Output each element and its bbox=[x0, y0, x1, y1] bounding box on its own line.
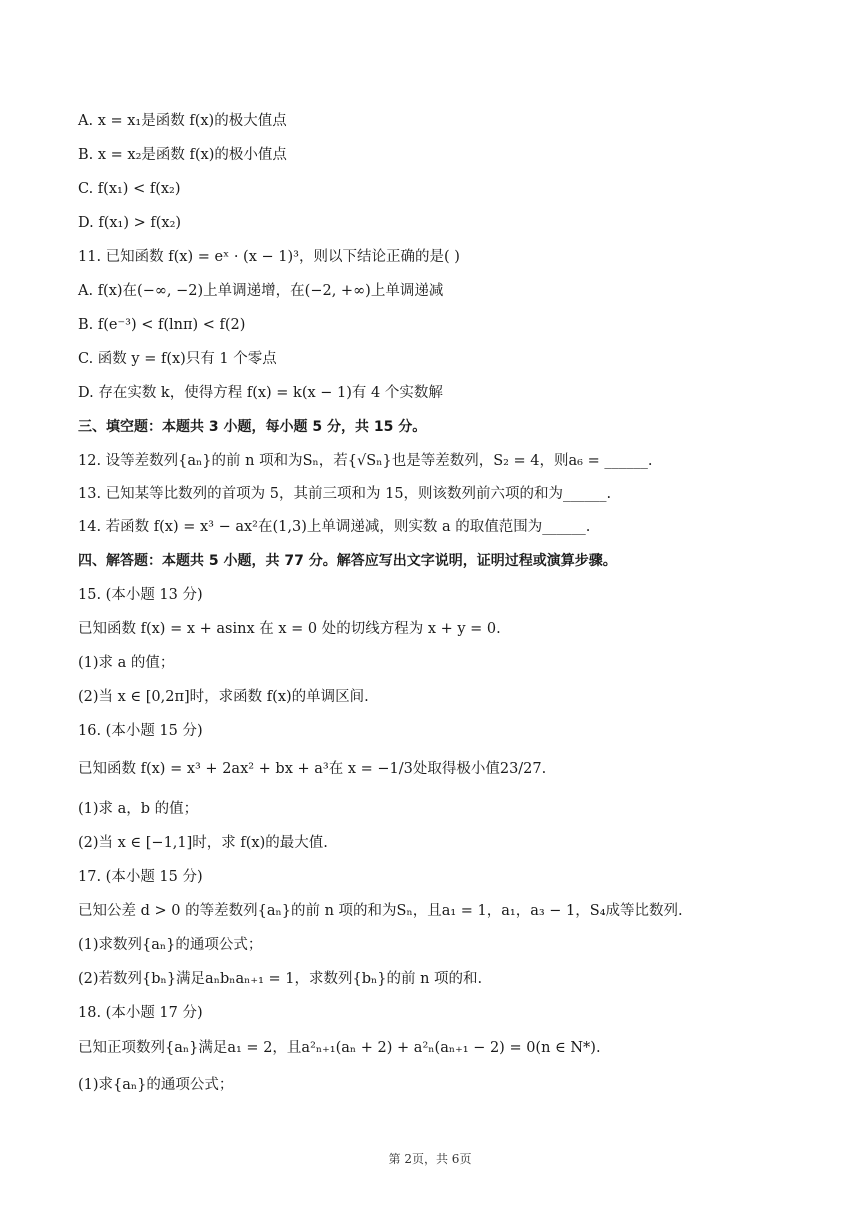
option-text: B. f(e⁻³) < f(lnπ) < f(2) bbox=[78, 317, 246, 333]
question-text: 13. 已知某等比数列的首项为 5，其前三项和为 15，则该数列前六项的和为______. bbox=[78, 486, 612, 502]
question-text: 14. 若函数 f(x) = x³ − ax²在(1,3)上单调递减，则实数 a 的取值范围为______. bbox=[78, 519, 591, 535]
section-heading: 三、填空题：本题共 3 小题，每小题 5 分，共 15 分。 bbox=[78, 419, 427, 435]
sub-question: (1)求{aₙ}的通项公式； bbox=[78, 1077, 234, 1093]
option-text: A. f(x)在(−∞, −2)上单调递增，在(−2, +∞)上单调递减 bbox=[78, 283, 444, 299]
option-text: D. 存在实数 k，使得方程 f(x) = k(x − 1)有 4 个实数解 bbox=[78, 385, 443, 401]
question-text: 已知正项数列{aₙ}满足a₁ = 2，且a²ₙ₊₁(aₙ + 2) + a²ₙ(aₙ₊₁ − 2) = 0(n ∈ N*). bbox=[78, 1040, 601, 1056]
sub-question: (1)求 a，b 的值； bbox=[78, 801, 199, 817]
sub-question: (2)当 x ∈ [−1,1]时，求 f(x)的最大值. bbox=[78, 835, 328, 851]
question-text: 11. 已知函数 f(x) = eˣ · (x − 1)³，则以下结论正确的是( ) bbox=[78, 249, 460, 265]
sub-question: (1)求 a 的值； bbox=[78, 655, 175, 671]
question-text: 12. 设等差数列{aₙ}的前 n 项和为Sₙ，若{√Sₙ}也是等差数列，S₂ = 4，则a₆ = ______. bbox=[78, 453, 653, 469]
page-footer: 第 2页，共 6页 bbox=[388, 1152, 472, 1166]
option-text: A. x = x₁是函数 f(x)的极大值点 bbox=[78, 113, 287, 129]
question-header: 17. (本小题 15 分) bbox=[78, 869, 203, 885]
sub-question: (1)求数列{aₙ}的通项公式； bbox=[78, 937, 263, 953]
option-text: C. f(x₁) < f(x₂) bbox=[78, 181, 181, 197]
question-text: 已知函数 f(x) = x + asinx 在 x = 0 处的切线方程为 x + y = 0. bbox=[78, 621, 501, 637]
question-header: 15. (本小题 13 分) bbox=[78, 587, 203, 603]
option-text: C. 函数 y = f(x)只有 1 个零点 bbox=[78, 351, 277, 367]
question-header: 16. (本小题 15 分) bbox=[78, 723, 203, 739]
sub-question: (2)若数列{bₙ}满足aₙbₙaₙ₊₁ = 1，求数列{bₙ}的前 n 项的和. bbox=[78, 971, 483, 987]
option-text: B. x = x₂是函数 f(x)的极小值点 bbox=[78, 147, 287, 163]
section-heading: 四、解答题：本题共 5 小题，共 77 分。解答应写出文字说明，证明过程或演算步骤。 bbox=[78, 553, 617, 569]
question-text: 已知函数 f(x) = x³ + 2ax² + bx + a³在 x = −1/3处取得极小值23/27. bbox=[78, 761, 547, 777]
option-text: D. f(x₁) > f(x₂) bbox=[78, 215, 182, 231]
question-text: 已知公差 d > 0 的等差数列{aₙ}的前 n 项的和为Sₙ，且a₁ = 1，a₁，a₃ − 1，S₄成等比数列. bbox=[78, 903, 683, 919]
sub-question: (2)当 x ∈ [0,2π]时，求函数 f(x)的单调区间. bbox=[78, 689, 369, 705]
question-header: 18. (本小题 17 分) bbox=[78, 1005, 203, 1021]
